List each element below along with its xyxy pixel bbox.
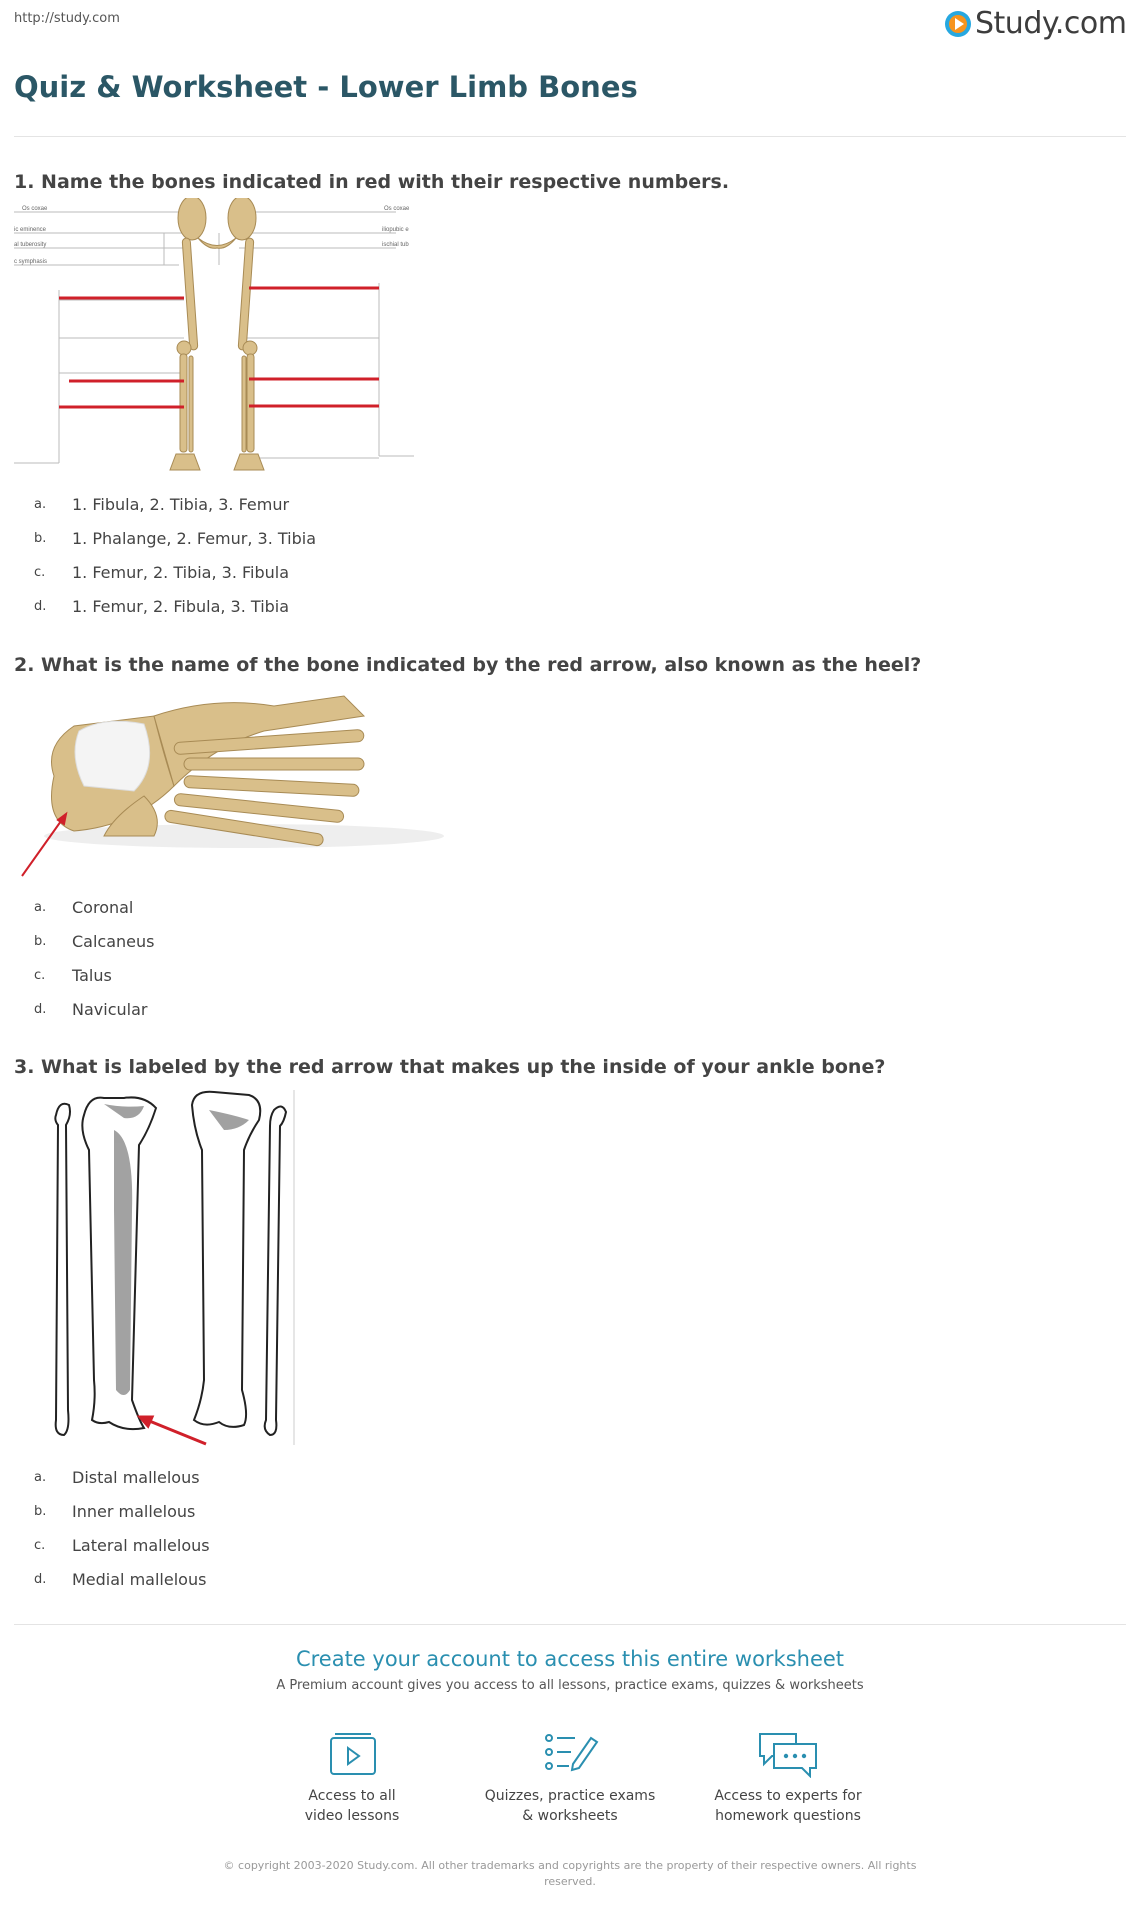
feature-text: Quizzes, practice exams: [484, 1788, 656, 1804]
answer-option[interactable]: [34, 958, 154, 992]
answer-option[interactable]: [34, 992, 154, 1026]
answer-option[interactable]: [34, 1562, 210, 1596]
question-3-prompt: 3. What is labeled by the red arrow that makes up the inside of your ankle bone?: [14, 1056, 886, 1078]
figure-label: ischial tub: [382, 242, 409, 248]
answer-letter: c.: [34, 564, 46, 580]
figure-label: Os coxae: [384, 206, 410, 212]
answer-option[interactable]: [34, 890, 154, 924]
answer-text: 1. Femur, 2. Tibia, 3. Fibula: [72, 562, 290, 582]
answer-text: 1. Femur, 2. Fibula, 3. Tibia: [72, 596, 290, 616]
copyright-notice: © copyright 2003-2020 Study.com. All other trademarks and copyrights are the property of their respective owners. All rights reserved.: [223, 1859, 917, 1888]
figure-label: Os coxae: [22, 206, 48, 212]
answer-option[interactable]: [34, 521, 316, 555]
cta-title[interactable]: Create your account to access this entire worksheet: [295, 1647, 845, 1671]
feature-text: Access to experts for: [714, 1788, 862, 1804]
answer-letter: c.: [34, 1537, 46, 1553]
feature-quizzes[interactable]: [460, 1730, 680, 1826]
answer-letter: a.: [34, 1469, 47, 1485]
answer-letter: c.: [34, 967, 46, 983]
video-lesson-icon: [325, 1730, 379, 1778]
study-logo[interactable]: [945, 6, 1126, 41]
answer-letter: b.: [34, 530, 47, 546]
feature-video-lessons[interactable]: [242, 1730, 462, 1826]
answer-text: Distal mallelous: [72, 1467, 200, 1487]
study-logo-icon: [945, 11, 971, 37]
answer-letter: b.: [34, 933, 47, 949]
site-url[interactable]: http://study.com: [14, 11, 120, 26]
answer-letter: a.: [34, 496, 47, 512]
answer-letter: a.: [34, 899, 47, 915]
answer-text: Calcaneus: [72, 931, 155, 951]
answer-text: Lateral mallelous: [72, 1535, 210, 1555]
question-1-answers: [34, 487, 316, 623]
answer-text: Medial mallelous: [72, 1569, 207, 1589]
question-3-answers: [34, 1460, 210, 1596]
answer-option[interactable]: [34, 1460, 210, 1494]
answer-text: Talus: [72, 965, 112, 985]
feature-text: video lessons: [304, 1808, 400, 1824]
figure-label: al tuberosity: [14, 242, 47, 248]
question-3-figure: [44, 1090, 304, 1450]
study-logo-text: Study.com: [975, 6, 1127, 41]
answer-option[interactable]: [34, 1528, 210, 1562]
feature-text: Access to all: [308, 1788, 396, 1804]
cta-divider: [14, 1624, 1126, 1625]
figure-label: ic eminence: [14, 227, 47, 233]
figure-label: iliopubic e: [382, 227, 409, 233]
answer-text: 1. Fibula, 2. Tibia, 3. Femur: [72, 494, 290, 514]
answer-text: 1. Phalange, 2. Femur, 3. Tibia: [72, 528, 316, 548]
answer-text: Coronal: [72, 897, 134, 917]
feature-text: & worksheets: [522, 1808, 618, 1824]
question-2-figure: [14, 686, 454, 882]
chat-bubbles-icon: [756, 1730, 820, 1778]
quiz-checklist-icon: [541, 1730, 599, 1778]
feature-text: homework questions: [715, 1808, 861, 1824]
answer-option[interactable]: [34, 924, 154, 958]
answer-option[interactable]: [34, 487, 316, 521]
answer-option[interactable]: [34, 1494, 210, 1528]
answer-letter: d.: [34, 1571, 47, 1587]
figure-label: c symphasis: [14, 259, 48, 265]
question-1-figure: [14, 198, 414, 480]
header-divider: [14, 136, 1126, 137]
page-title: Quiz & Worksheet - Lower Limb Bones: [14, 70, 638, 104]
question-2-prompt: 2. What is the name of the bone indicated by the red arrow, also known as the heel?: [14, 654, 922, 676]
cta-subtitle: A Premium account gives you access to all lessons, practice exams, quizzes & worksheets: [276, 1678, 864, 1693]
answer-letter: b.: [34, 1503, 47, 1519]
answer-text: Inner mallelous: [72, 1501, 196, 1521]
answer-text: Navicular: [72, 999, 148, 1019]
question-2-answers: [34, 890, 154, 1026]
answer-letter: d.: [34, 598, 47, 614]
feature-experts[interactable]: [678, 1730, 898, 1826]
answer-option[interactable]: [34, 555, 316, 589]
question-1-prompt: 1. Name the bones indicated in red with their respective numbers.: [14, 171, 730, 193]
answer-option[interactable]: [34, 589, 316, 623]
answer-letter: d.: [34, 1001, 47, 1017]
